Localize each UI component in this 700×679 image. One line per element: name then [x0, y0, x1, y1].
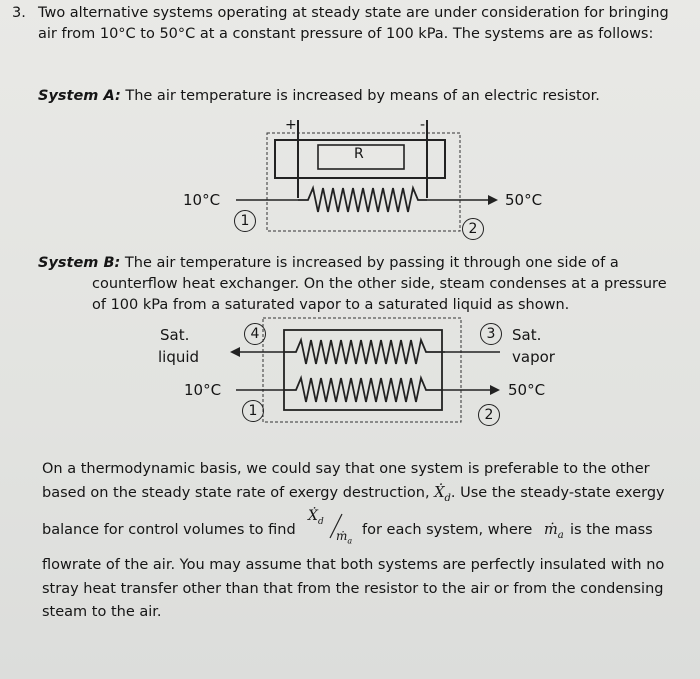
fraction-numerator: Ẋ$_d$ — [308, 508, 324, 527]
resistor-label: R — [354, 146, 364, 162]
sat-vapor-label-1: Sat. — [512, 326, 542, 344]
state-4-marker: 4 — [244, 323, 266, 345]
closing-line-6: steam to the air. — [42, 604, 162, 620]
closing-line-4: flowrate of the air. You may assume that both systems are perfectly insulated with no — [42, 557, 665, 573]
closing-line-3a: balance for control volumes to find — [42, 522, 296, 538]
plus-terminal: + — [285, 117, 297, 133]
state-2-marker-b: 2 — [478, 404, 500, 426]
system-b-inlet-temp: 10°C — [184, 381, 222, 399]
closing-line-2a: based on the steady state rate of exergy destruction, — [42, 485, 435, 501]
system-a-outlet-temp: 50°C — [505, 191, 543, 209]
state-1-marker-b: 1 — [242, 400, 264, 422]
system-b-line-1: The air temperature is increased by passing it through one side of a — [124, 255, 619, 271]
exergy-destruction-subscript: d — [444, 492, 451, 504]
closing-line-3c: is the mass — [570, 522, 653, 538]
system-a-label: System A: — [38, 88, 121, 104]
sat-liquid-label-2: liquid — [158, 348, 200, 366]
system-b-label: System B: — [38, 255, 121, 271]
system-b-line-2: counterflow heat exchanger. On the other side, steam condenses at a pressure — [92, 276, 667, 292]
sat-vapor-label-2: vapor — [512, 348, 555, 366]
system-b-outlet-temp: 50°C — [508, 381, 546, 399]
minus-terminal: - — [420, 117, 426, 133]
state-1-marker-a: 1 — [234, 210, 256, 232]
mass-flow-symbol: ṁ$_a$ — [544, 522, 564, 541]
problem-number: 3. — [12, 5, 26, 21]
closing-line-3b: for each system, where — [362, 522, 533, 538]
system-a-text: The air temperature is increased by means of an electric resistor. — [125, 88, 600, 104]
state-2-marker-a: 2 — [462, 218, 484, 240]
closing-line-2b: . Use the steady-state exergy — [450, 485, 665, 501]
state-3-marker: 3 — [480, 323, 502, 345]
intro-line-2: air from 10°C to 50°C at a constant pressure of 100 kPa. The systems are as follows: — [38, 26, 654, 42]
intro-line-1: Two alternative systems operating at steady state are under consideration for bringing — [38, 5, 669, 21]
system-b-line-3: of 100 kPa from a saturated vapor to a saturated liquid as shown. — [92, 297, 570, 313]
exergy-destruction-symbol: Ẋ — [434, 485, 445, 501]
closing-line-5: stray heat transfer other than that from the resistor to the air or from the condensing — [42, 581, 664, 597]
system-a-inlet-temp: 10°C — [183, 191, 221, 209]
fraction-denominator: ṁ$_a$ — [336, 529, 353, 546]
closing-line-1: On a thermodynamic basis, we could say that one system is preferable to the other — [42, 461, 650, 477]
sat-liquid-label-1: Sat. — [160, 326, 190, 344]
